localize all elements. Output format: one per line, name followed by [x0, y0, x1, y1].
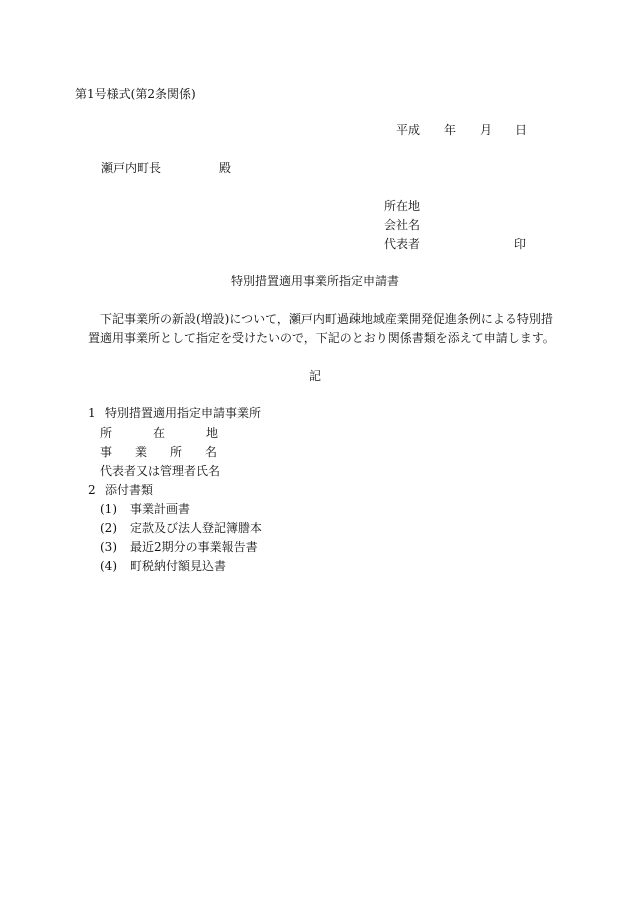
office-name-label	[100, 444, 217, 460]
seal-mark: 印	[514, 237, 527, 251]
date-day-unit: 日	[515, 123, 528, 137]
applicant-company-label: 会社名	[384, 218, 421, 232]
attachment-label: 事業計画書	[130, 502, 191, 516]
office-address-label	[100, 425, 218, 441]
office-name-char: 所	[169, 445, 182, 459]
item-1-label: 特別措置適用指定申請事業所	[105, 406, 262, 420]
date-month-unit: 月	[480, 123, 493, 137]
attachment-number: (4)	[100, 559, 117, 573]
office-representative-label: 代表者又は管理者氏名	[100, 464, 221, 478]
office-name-char: 事	[100, 445, 113, 459]
item-2-label: 添付書類	[105, 483, 154, 497]
item-2-number: 2	[88, 483, 96, 497]
attachment-label: 町税納付額見込書	[130, 559, 227, 573]
ki-heading: 記	[308, 369, 321, 383]
attachment-number: (2)	[100, 521, 117, 535]
applicant-address-label: 所在地	[384, 199, 421, 213]
office-name-char: 名	[204, 445, 217, 459]
attachment-label: 定款及び法人登記簿謄本	[130, 521, 263, 535]
attachment-label: 最近2期分の事業報告書	[130, 540, 258, 554]
office-address-char: 在	[152, 426, 165, 440]
date-year-unit: 年	[444, 123, 457, 137]
addressee-name: 瀬戸内町長	[101, 161, 162, 175]
office-address-char: 所	[100, 426, 113, 440]
applicant-representative-label: 代表者	[384, 237, 421, 251]
application-body-text: 下記事業所の新設(増設)について，瀬戸内町過疎地域産業開発促進条例による特別措置適用事業所として指定を受けたいので，下記のとおり関係書類を添えて申請します。	[88, 312, 555, 345]
addressee-honorific: 殿	[219, 161, 232, 175]
attachment-number: (1)	[100, 502, 117, 516]
form-number: 第1号様式(第2条関係)	[75, 87, 196, 101]
office-name-char: 業	[134, 445, 147, 459]
attachment-number: (3)	[100, 540, 117, 554]
document-title: 特別措置適用事業所指定申請書	[230, 274, 399, 288]
item-1-number: 1	[88, 406, 96, 420]
office-address-char: 地	[205, 426, 218, 440]
date-era: 平成	[396, 123, 421, 137]
